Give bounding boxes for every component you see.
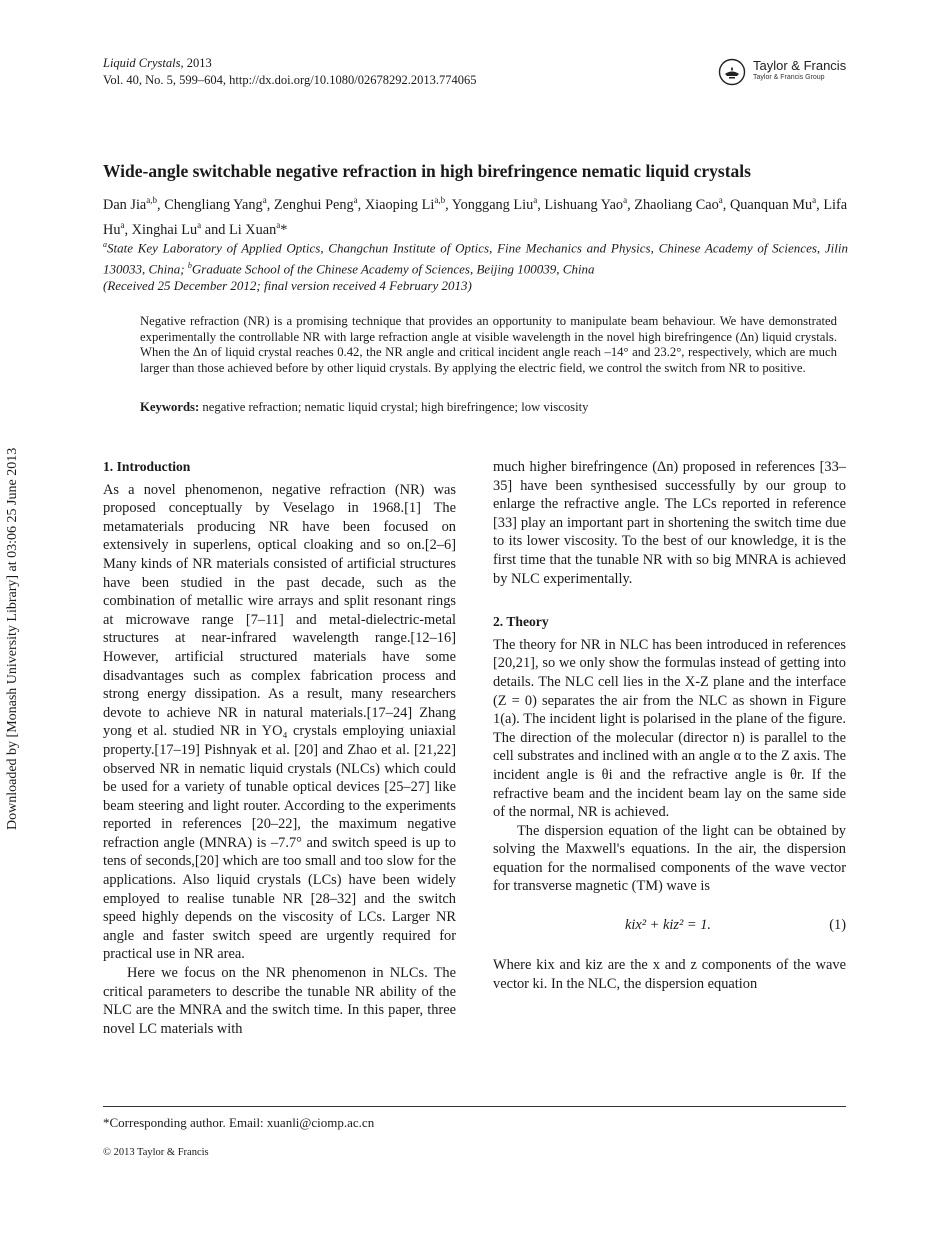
- author-name: Zenghui Peng: [273, 196, 354, 213]
- author-separator: and: [201, 221, 229, 238]
- author-separator: ,: [537, 196, 545, 213]
- theory-paragraph-3: Where kix and kiz are the x and z components of the wave vector ki. In the NLC, the dispersion equation: [493, 957, 846, 992]
- author-list: [103, 190, 848, 240]
- download-notice: Downloaded by [Monash University Library] at 03:06 25 June 2013: [5, 447, 20, 830]
- intro-heading: 1. Introduction: [103, 459, 191, 474]
- author-affiliation-mark: a: [262, 195, 267, 205]
- author-separator: ,: [627, 196, 635, 213]
- received-text: (Received 25 December 2012; final version received 4 February 2013): [103, 278, 472, 293]
- publisher-name: Taylor & Francis: [753, 58, 847, 73]
- author-affiliation-mark: a: [623, 195, 628, 205]
- author-separator: ,: [266, 196, 274, 213]
- equation-number: (1): [829, 917, 846, 934]
- copyright: © 2013 Taylor & Francis: [103, 1147, 209, 1158]
- theory-heading: 2. Theory: [493, 614, 549, 630]
- affiliation-b-mark: b: [187, 261, 192, 271]
- article-title: Wide-angle switchable negative refraction in high birefringence nematic liquid crystals: [103, 161, 751, 181]
- author-separator: ,: [445, 196, 452, 213]
- left-column: [103, 458, 456, 1038]
- journal-year: , 2013: [180, 56, 212, 70]
- intro-paragraph-3: much higher birefringence (Δn) proposed in references [33–35] have been synthesised successfully by our group to enlarge the refractive angle. The LCs reported in reference [33] play an important part in shortening the switch time due to its lower viscosity. To the best of our knowledge, it is the first time that the tunable NR with so big MNRA is achieved by NLC experimentally.: [493, 459, 846, 587]
- keywords-label: Keywords:: [140, 400, 200, 414]
- author-affiliation-mark: a: [353, 195, 358, 205]
- abstract: Negative refraction (NR) is a promising technique that provides an opportunity to manipulate beam behaviour. We have demonstrated experimentally the controllable NR with large refraction angle at visible wavelength in the novel high birefringence (Δn) liquid crystals. When the Δn of liquid crystal reaches 0.42, the NR angle and critical incident angle reach –14° and 23.2°, respectively, which are much larger than those achieved before by other liquid crystals. By applying the electric field, we control the switch from NR to positive.: [140, 314, 837, 375]
- intro-paragraph-1: As a novel phenomenon, negative refraction (NR) was proposed conceptually by Veselago in 1968.[1] The metamaterials producing NR have been focused on extensively in superlens, optical cloaking and so on.[2–6] Many kinds of NR materials consisted of artificial structures have been studied in the past decade, such as the combination of metallic wire arrays and split resonant rings at microwave range [7–11] and metal-dielectric-metal structures at near-infrared wavelength range.[12–16] However, artificial structured materials have some disadvantages such as complex fabrication process and strong energy dissipation. As a result, many researchers devote to achieve NR in natural materials.[17–24] Zhang yong et al. studied NR in YO₄ crystals employing uniaxial property.[17–19] Pishnyak et al. [20] and Zhao et al. [21,22] observed NR in nematic liquid crystals (NLCs) which could be used for a variety of tunable optical devices [25–27] like beam steering and light router. According to the experiments reported in references [20–22], the maximum negative refraction angle (MNRA) is –7.7° and switch speed is up to tens of seconds,[20] which are too small and too slow for the applications. Also liquid crystals (LCs) have been widely employed to realise tunable NR [28–32] and the switch speed highly depends on the viscosity of LCs. Larger NR angle and faster switch speed are urgently required for practical use in NR area.: [103, 481, 456, 963]
- theory-paragraph-2: The dispersion equation of the light can be obtained by solving the Maxwell's equations. In the air, the dispersion equation for the normalised components of the wave vector for transverse magnetic (TM) wave is: [493, 822, 846, 895]
- author-name: Zhaoliang Cao: [634, 196, 719, 213]
- received-dates: [103, 278, 472, 294]
- affiliations: [103, 236, 848, 279]
- author-separator: ,: [722, 196, 730, 213]
- author-name: Quanquan Mu: [729, 196, 813, 213]
- footnote-divider: [103, 1106, 846, 1107]
- journal-name: Liquid Crystals: [103, 56, 181, 70]
- theory-paragraph-1: The theory for NR in NLC has been introduced in references [20,21], so we only show the formulas instead of getting into details. The NLC cell lies in the X-Z plane and the interface (Z = 0) separates the air from the NLC as shown in Figure 1(a). The incident light is polarised in the plane of the figure. The direction of the molecular (director n) is parallel to the cell substrates and inclined with an angle α to the Z axis. The incident angle is θi and the refractive angle is θr. If the refractive beam and the incident beam lay on the same side of the normal, NR is achieved.: [493, 636, 846, 821]
- affiliation-a-mark: a: [103, 240, 107, 249]
- author-name: Dan Jia: [103, 196, 147, 213]
- lamp-of-knowledge-icon: [718, 58, 746, 86]
- publisher-group: Taylor & Francis Group: [753, 74, 825, 81]
- author-affiliation-mark: a: [812, 195, 817, 205]
- publisher-logo: [718, 56, 858, 88]
- journal-header: [103, 55, 477, 89]
- intro-paragraph-2: Here we focus on the NR phenomenon in NLCs. The critical parameters to describe the tunable NR ability of the NLC are the MNRA and the switch time. In this paper, three novel LC materials with: [103, 965, 456, 1037]
- author-name: Xiaoping Li: [364, 196, 435, 213]
- author-separator: ,: [357, 196, 365, 213]
- right-column: [493, 458, 846, 993]
- author-separator: *: [280, 221, 288, 238]
- author-name: Li Xuan: [228, 221, 277, 238]
- author-name: Xinghai Lu: [131, 221, 198, 238]
- affiliation-b: Graduate School of the Chinese Academy of Sciences, Beijing 100039, China: [191, 261, 595, 277]
- author-separator: ,: [816, 196, 824, 213]
- author-affiliation-mark: a: [718, 195, 723, 205]
- author-separator: ,: [157, 196, 165, 213]
- author-affiliation-mark: a,b: [146, 195, 158, 205]
- keywords-list: negative refraction; nematic liquid crystal; high birefringence; low viscosity: [199, 400, 589, 414]
- equation-body: kix² + kiz² = 1.: [625, 917, 711, 934]
- author-name: Yonggang Liu: [451, 196, 534, 213]
- affiliation-a: State Key Laboratory of Applied Optics, Changchun Institute of Optics, Fine Mechanics and Physics, Chinese Academy of Sciences, Jilin 130033, China;: [103, 240, 848, 277]
- equation-1: [493, 896, 846, 956]
- author-name: Lifa Hu: [103, 196, 848, 238]
- corresponding-author: *Corresponding author. Email: xuanli@ciomp.ac.cn: [103, 1115, 375, 1130]
- author-affiliation-mark: a: [533, 195, 538, 205]
- author-affiliation-mark: a: [197, 219, 202, 230]
- author-affiliation-mark: a: [120, 219, 125, 230]
- author-name: Chengliang Yang: [164, 196, 263, 213]
- author-affiliation-mark: a,b: [434, 195, 446, 205]
- author-separator: ,: [124, 221, 132, 238]
- author-affiliation-mark: a: [276, 219, 281, 230]
- journal-citation[interactable]: Vol. 40, No. 5, 599–604, http://dx.doi.org/10.1080/02678292.2013.774065: [103, 73, 477, 87]
- author-name: Lishuang Yao: [544, 196, 624, 213]
- keywords: [140, 400, 840, 415]
